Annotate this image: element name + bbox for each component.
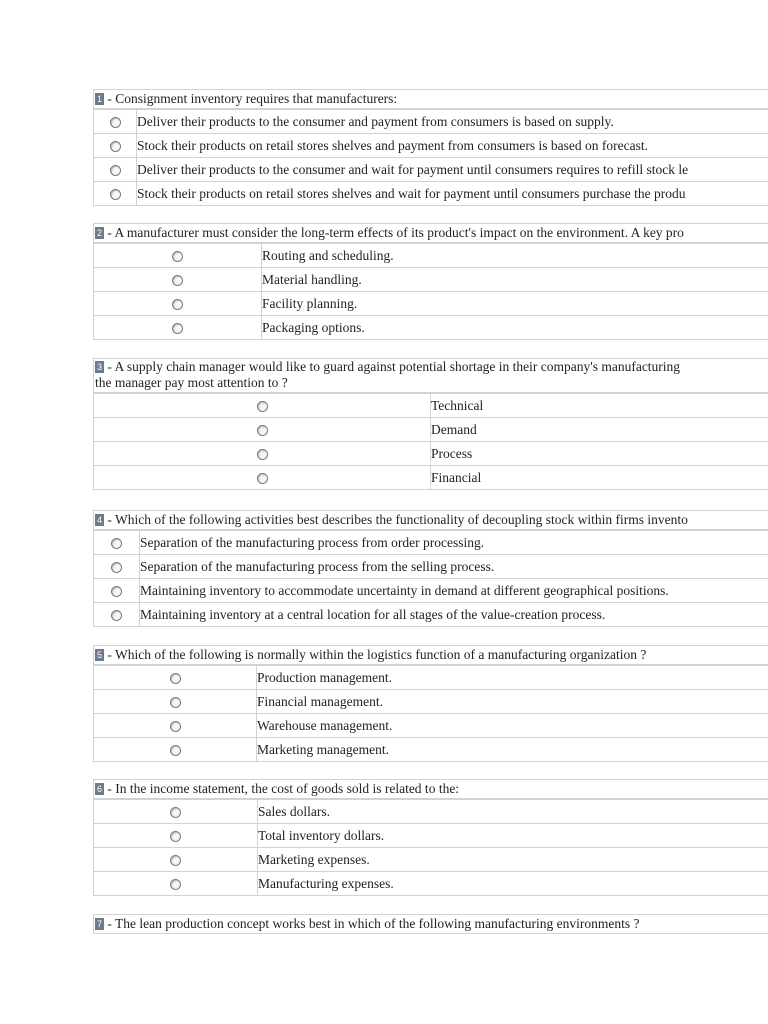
options-table (93, 109, 768, 206)
radio-button[interactable] (257, 425, 268, 436)
question-header (93, 779, 768, 799)
question-1 (93, 89, 768, 206)
option-label: Routing and scheduling. (262, 244, 768, 268)
option-row[interactable] (94, 714, 768, 738)
option-row[interactable] (94, 666, 768, 690)
option-row[interactable] (94, 690, 768, 714)
question-number: 2 (97, 228, 103, 238)
option-label: Process (431, 442, 768, 466)
options-table (93, 530, 768, 627)
radio-button[interactable] (172, 299, 183, 310)
option-label: Marketing expenses. (258, 848, 768, 872)
question-text: - A manufacturer must consider the long-term effects of its product's impact on the environment. A key pro (104, 225, 684, 240)
question-text: - Which of the following is normally within the logistics function of a manufacturing organization ? (104, 647, 647, 662)
option-label: Marketing management. (257, 738, 768, 762)
option-row[interactable] (94, 872, 768, 896)
option-row[interactable] (94, 824, 768, 848)
radio-button[interactable] (170, 855, 181, 866)
question-4 (93, 510, 768, 627)
radio-button[interactable] (257, 449, 268, 460)
option-row[interactable] (94, 244, 768, 268)
question-text: - Which of the following activities best describes the functionality of decoupling stock within firms invento (104, 512, 688, 527)
radio-button[interactable] (170, 745, 181, 756)
question-7 (93, 914, 768, 934)
radio-button[interactable] (172, 251, 183, 262)
option-label: Technical (431, 394, 768, 418)
radio-button[interactable] (172, 275, 183, 286)
options-table (93, 799, 768, 896)
radio-button[interactable] (110, 117, 121, 128)
question-2 (93, 223, 768, 340)
question-number: 6 (97, 784, 103, 794)
option-label: Financial management. (257, 690, 768, 714)
radio-button[interactable] (170, 673, 181, 684)
option-label: Production management. (257, 666, 768, 690)
option-label: Sales dollars. (258, 800, 768, 824)
option-label: Warehouse management. (257, 714, 768, 738)
option-label: Deliver their products to the consumer and payment from consumers is based on supply. (137, 110, 768, 134)
option-row[interactable] (94, 182, 768, 206)
option-label: Separation of the manufacturing process from the selling process. (140, 555, 768, 579)
radio-button[interactable] (170, 831, 181, 842)
option-row[interactable] (94, 292, 768, 316)
option-label: Maintaining inventory at a central location for all stages of the value-creation process. (140, 603, 768, 627)
option-row[interactable] (94, 394, 768, 418)
question-number: 7 (97, 919, 103, 929)
option-row[interactable] (94, 466, 768, 490)
question-text: - Consignment inventory requires that manufacturers: (104, 91, 398, 106)
radio-button[interactable] (172, 323, 183, 334)
option-label: Material handling. (262, 268, 768, 292)
question-text: - A supply chain manager would like to guard against potential shortage in their company's manufacturing (104, 359, 681, 374)
option-label: Deliver their products to the consumer and wait for payment until consumers requires to refill stock le (137, 158, 768, 182)
option-row[interactable] (94, 603, 768, 627)
question-header (93, 358, 768, 393)
radio-button[interactable] (170, 697, 181, 708)
option-label: Facility planning. (262, 292, 768, 316)
option-label: Demand (431, 418, 768, 442)
question-header (93, 510, 768, 530)
option-label: Total inventory dollars. (258, 824, 768, 848)
question-number: 5 (97, 650, 103, 660)
radio-button[interactable] (110, 189, 121, 200)
question-header (93, 645, 768, 665)
option-label: Maintaining inventory to accommodate uncertainty in demand at different geographical positions. (140, 579, 768, 603)
radio-button[interactable] (111, 586, 122, 597)
option-row[interactable] (94, 531, 768, 555)
radio-button[interactable] (110, 141, 121, 152)
option-label: Stock their products on retail stores shelves and wait for payment until consumers purchase the produ (137, 182, 768, 206)
options-table (93, 665, 768, 762)
option-row[interactable] (94, 555, 768, 579)
question-number: 1 (97, 94, 103, 104)
radio-button[interactable] (110, 165, 121, 176)
option-row[interactable] (94, 442, 768, 466)
question-text: - The lean production concept works best in which of the following manufacturing environments ? (104, 916, 640, 931)
radio-button[interactable] (111, 562, 122, 573)
question-6 (93, 779, 768, 896)
question-3 (93, 358, 768, 490)
option-row[interactable] (94, 579, 768, 603)
radio-button[interactable] (170, 807, 181, 818)
question-5 (93, 645, 768, 762)
option-label: Separation of the manufacturing process from order processing. (140, 531, 768, 555)
option-row[interactable] (94, 848, 768, 872)
question-header (93, 89, 768, 109)
options-table (93, 243, 768, 340)
question-header (93, 223, 768, 243)
option-row[interactable] (94, 418, 768, 442)
option-row[interactable] (94, 268, 768, 292)
option-row[interactable] (94, 316, 768, 340)
option-row[interactable] (94, 158, 768, 182)
question-header (93, 914, 768, 934)
radio-button[interactable] (170, 879, 181, 890)
option-label: Stock their products on retail stores shelves and payment from consumers is based on forecast. (137, 134, 768, 158)
option-label: Financial (431, 466, 768, 490)
option-row[interactable] (94, 800, 768, 824)
question-number: 3 (97, 362, 103, 372)
radio-button[interactable] (111, 610, 122, 621)
radio-button[interactable] (257, 473, 268, 484)
radio-button[interactable] (170, 721, 181, 732)
question-number: 4 (97, 515, 103, 525)
option-row[interactable] (94, 110, 768, 134)
option-row[interactable] (94, 738, 768, 762)
option-row[interactable] (94, 134, 768, 158)
options-table (93, 393, 768, 490)
option-label: Manufacturing expenses. (258, 872, 768, 896)
radio-button[interactable] (257, 401, 268, 412)
question-text-line2: the manager pay most attention to ? (95, 375, 288, 390)
radio-button[interactable] (111, 538, 122, 549)
question-text: - In the income statement, the cost of goods sold is related to the: (104, 781, 460, 796)
option-label: Packaging options. (262, 316, 768, 340)
